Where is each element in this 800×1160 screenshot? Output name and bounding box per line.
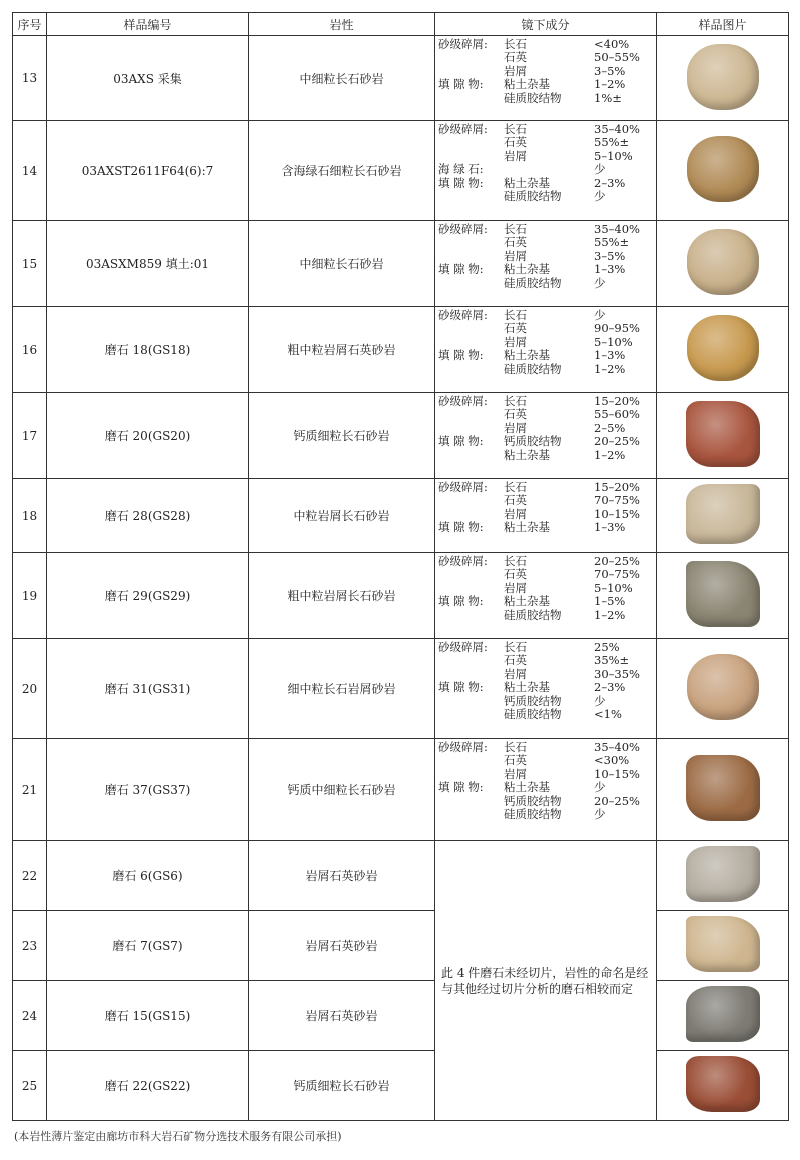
cell-lithology: 含海绿石细粒长石砂岩 bbox=[249, 121, 435, 221]
composition-percent: 1–2% bbox=[594, 607, 626, 622]
composition-mineral: 硅质胶结物 bbox=[504, 706, 562, 721]
table-row bbox=[13, 841, 789, 911]
cell-no: 17 bbox=[13, 393, 47, 479]
composition-line bbox=[438, 708, 654, 721]
composition-mineral: 钙质胶结物 bbox=[504, 434, 562, 449]
cell-composition bbox=[435, 553, 657, 639]
table-row bbox=[13, 1051, 789, 1121]
cell-photo bbox=[657, 221, 789, 307]
composition-category: 填 隙 物: bbox=[438, 520, 484, 535]
composition-mineral: 长石 bbox=[504, 640, 527, 654]
sandstone-disc-icon bbox=[687, 136, 759, 202]
composition-line bbox=[438, 363, 654, 376]
composition-category: 填 隙 物: bbox=[438, 680, 484, 695]
composition-line bbox=[438, 177, 654, 190]
cell-composition bbox=[435, 639, 657, 739]
merged-note-cell: 此 4 件磨石未经切片，岩性的命名是经与其他经过切片分析的磨石相较而定 bbox=[435, 841, 657, 1121]
composition-mineral: 粘土杂基 bbox=[504, 175, 550, 190]
cell-photo bbox=[657, 393, 789, 479]
composition-mineral: 硅质胶结物 bbox=[504, 90, 562, 105]
composition-line bbox=[438, 136, 654, 149]
cell-sample-code: 磨石 18(GS18) bbox=[47, 307, 249, 393]
composition-percent: 5–10% bbox=[594, 580, 633, 595]
composition-percent: 55%± bbox=[594, 135, 630, 150]
composition-mineral: 石英 bbox=[504, 567, 527, 582]
composition-mineral: 长石 bbox=[504, 308, 527, 322]
composition-line bbox=[438, 92, 654, 105]
cell-no: 22 bbox=[13, 841, 47, 911]
composition-line bbox=[438, 322, 654, 335]
composition-line bbox=[438, 51, 654, 64]
cell-no: 21 bbox=[13, 739, 47, 841]
composition-category: 海 绿 石: bbox=[438, 162, 484, 177]
composition-mineral: 硅质胶结物 bbox=[504, 361, 562, 376]
composition-line bbox=[438, 65, 654, 78]
composition-mineral: 长石 bbox=[504, 554, 527, 568]
footnote: (本岩性薄片鉴定由廊坊市科大岩石矿物分选技术服务有限公司承担) bbox=[14, 1130, 342, 1143]
composition-mineral: 石英 bbox=[504, 653, 527, 668]
composition-percent: 35–40% bbox=[594, 740, 640, 754]
cell-sample-code: 03AXS 采集 bbox=[47, 36, 249, 121]
composition-category: 填 隙 物: bbox=[438, 77, 484, 92]
composition-percent: 10–15% bbox=[594, 506, 640, 521]
whetstone-fragment-icon bbox=[686, 561, 760, 627]
composition-mineral: 钙质胶结物 bbox=[504, 693, 562, 708]
whetstone-fragment-icon bbox=[686, 986, 760, 1042]
composition-line bbox=[438, 754, 654, 767]
cell-composition bbox=[435, 121, 657, 221]
composition-line bbox=[438, 150, 654, 163]
composition-mineral: 硅质胶结物 bbox=[504, 275, 562, 290]
composition-category: 砂级碎屑: bbox=[438, 37, 488, 51]
composition-mineral: 粘土杂基 bbox=[504, 447, 550, 462]
composition-mineral: 岩屑 bbox=[504, 666, 527, 681]
composition-mineral: 粘土杂基 bbox=[504, 680, 550, 695]
composition-percent: 20–25% bbox=[594, 793, 640, 808]
composition-mineral: 长石 bbox=[504, 37, 527, 51]
composition-mineral: 长石 bbox=[504, 122, 527, 136]
composition-line bbox=[438, 349, 654, 362]
cell-sample-code: 磨石 29(GS29) bbox=[47, 553, 249, 639]
composition-mineral: 石英 bbox=[504, 235, 527, 250]
composition-percent: 15–20% bbox=[594, 394, 640, 408]
composition-percent: 35%± bbox=[594, 653, 630, 668]
composition-category: 砂级碎屑: bbox=[438, 122, 488, 136]
cell-photo bbox=[657, 981, 789, 1051]
composition-line bbox=[438, 494, 654, 507]
cell-lithology: 岩屑石英砂岩 bbox=[249, 911, 435, 981]
composition-mineral: 石英 bbox=[504, 493, 527, 508]
cell-no: 24 bbox=[13, 981, 47, 1051]
table-row bbox=[13, 553, 789, 639]
composition-line bbox=[438, 609, 654, 622]
composition-percent: 1–3% bbox=[594, 262, 626, 277]
composition-line bbox=[438, 123, 654, 136]
composition-category: 填 隙 物: bbox=[438, 780, 484, 795]
composition-mineral: 岩屑 bbox=[504, 766, 527, 781]
composition-line bbox=[438, 582, 654, 595]
cell-lithology: 中细粒长石砂岩 bbox=[249, 221, 435, 307]
cell-no: 19 bbox=[13, 553, 47, 639]
sandstone-disc-icon bbox=[687, 315, 759, 381]
cell-lithology: 中粒岩屑长石砂岩 bbox=[249, 479, 435, 553]
cell-lithology: 粗中粒岩屑石英砂岩 bbox=[249, 307, 435, 393]
composition-category: 砂级碎屑: bbox=[438, 308, 488, 322]
composition-percent: 70–75% bbox=[594, 493, 640, 508]
cell-sample-code: 磨石 22(GS22) bbox=[47, 1051, 249, 1121]
composition-category: 砂级碎屑: bbox=[438, 640, 488, 654]
composition-percent: 25% bbox=[594, 640, 620, 654]
composition-mineral: 岩屑 bbox=[504, 248, 527, 263]
composition-percent: 1–2% bbox=[594, 447, 626, 462]
cell-composition bbox=[435, 479, 657, 553]
composition-percent: 少 bbox=[594, 188, 606, 203]
cell-photo bbox=[657, 307, 789, 393]
composition-percent: 30–35% bbox=[594, 666, 640, 681]
composition-line bbox=[438, 695, 654, 708]
composition-mineral: 钙质胶结物 bbox=[504, 793, 562, 808]
composition-percent: 35–40% bbox=[594, 122, 640, 136]
composition-mineral: 硅质胶结物 bbox=[504, 806, 562, 821]
composition-mineral: 岩屑 bbox=[504, 580, 527, 595]
whetstone-fragment-icon bbox=[686, 846, 760, 902]
table-row bbox=[13, 36, 789, 121]
composition-mineral: 硅质胶结物 bbox=[504, 188, 562, 203]
composition-category: 砂级碎屑: bbox=[438, 554, 488, 568]
sandstone-disc-icon bbox=[687, 654, 759, 720]
composition-line bbox=[438, 568, 654, 581]
composition-line bbox=[438, 78, 654, 91]
composition-line bbox=[438, 163, 654, 176]
composition-percent: 少 bbox=[594, 693, 606, 708]
composition-percent: 3–5% bbox=[594, 248, 626, 263]
header-composition: 镜下成分 bbox=[435, 13, 657, 36]
header-no: 序号 bbox=[13, 13, 47, 36]
composition-line bbox=[438, 250, 654, 263]
composition-percent: <30% bbox=[594, 753, 630, 768]
cell-no: 18 bbox=[13, 479, 47, 553]
composition-line bbox=[438, 641, 654, 654]
whetstone-fragment-icon bbox=[686, 755, 760, 821]
cell-sample-code: 03AXST2611F64(6):7 bbox=[47, 121, 249, 221]
composition-percent: 1–3% bbox=[594, 520, 626, 535]
composition-percent: 55%± bbox=[594, 235, 630, 250]
composition-mineral: 长石 bbox=[504, 394, 527, 408]
composition-percent: 20–25% bbox=[594, 554, 640, 568]
composition-percent: 少 bbox=[594, 780, 606, 795]
composition-percent: 90–95% bbox=[594, 321, 640, 336]
cell-no: 15 bbox=[13, 221, 47, 307]
composition-category: 填 隙 物: bbox=[438, 175, 484, 190]
cell-no: 25 bbox=[13, 1051, 47, 1121]
composition-category: 砂级碎屑: bbox=[438, 394, 488, 408]
composition-percent: 2–5% bbox=[594, 420, 626, 435]
cell-photo bbox=[657, 1051, 789, 1121]
composition-line bbox=[438, 336, 654, 349]
table-row bbox=[13, 121, 789, 221]
composition-line bbox=[438, 654, 654, 667]
table-row bbox=[13, 479, 789, 553]
composition-line bbox=[438, 555, 654, 568]
composition-mineral: 岩屑 bbox=[504, 506, 527, 521]
composition-mineral: 长石 bbox=[504, 740, 527, 754]
cell-composition bbox=[435, 221, 657, 307]
composition-mineral: 岩屑 bbox=[504, 63, 527, 78]
header-photo: 样品图片 bbox=[657, 13, 789, 36]
composition-percent: 少 bbox=[594, 806, 606, 821]
composition-mineral: 长石 bbox=[504, 222, 527, 236]
composition-mineral: 岩屑 bbox=[504, 420, 527, 435]
composition-line bbox=[438, 263, 654, 276]
table-header-row bbox=[13, 13, 789, 36]
composition-mineral: 岩屑 bbox=[504, 148, 527, 163]
table-row bbox=[13, 393, 789, 479]
table-row bbox=[13, 307, 789, 393]
composition-line bbox=[438, 781, 654, 794]
cell-sample-code: 03ASXM859 填土:01 bbox=[47, 221, 249, 307]
composition-mineral: 石英 bbox=[504, 407, 527, 422]
composition-line bbox=[438, 309, 654, 322]
cell-composition bbox=[435, 36, 657, 121]
cell-no: 23 bbox=[13, 911, 47, 981]
whetstone-fragment-icon bbox=[686, 1056, 760, 1112]
composition-category: 填 隙 物: bbox=[438, 594, 484, 609]
composition-mineral: 岩屑 bbox=[504, 334, 527, 349]
composition-line bbox=[438, 668, 654, 681]
composition-percent: <40% bbox=[594, 37, 630, 51]
composition-percent: 35–40% bbox=[594, 222, 640, 236]
cell-sample-code: 磨石 28(GS28) bbox=[47, 479, 249, 553]
composition-percent: 1–2% bbox=[594, 77, 626, 92]
composition-percent: 1–5% bbox=[594, 594, 626, 609]
whetstone-fragment-icon bbox=[686, 916, 760, 972]
sandstone-disc-icon bbox=[687, 229, 759, 295]
cell-photo bbox=[657, 911, 789, 981]
composition-percent: 15–20% bbox=[594, 480, 640, 494]
header-sample-code: 样品编号 bbox=[47, 13, 249, 36]
composition-percent: <1% bbox=[594, 706, 622, 721]
composition-category: 填 隙 物: bbox=[438, 262, 484, 277]
composition-mineral: 石英 bbox=[504, 753, 527, 768]
cell-no: 16 bbox=[13, 307, 47, 393]
cell-lithology: 岩屑石英砂岩 bbox=[249, 841, 435, 911]
composition-mineral: 石英 bbox=[504, 135, 527, 150]
composition-percent: 少 bbox=[594, 162, 606, 177]
composition-percent: 2–3% bbox=[594, 175, 626, 190]
cell-photo bbox=[657, 639, 789, 739]
cell-sample-code: 磨石 15(GS15) bbox=[47, 981, 249, 1051]
cell-lithology: 钙质中细粒长石砂岩 bbox=[249, 739, 435, 841]
composition-percent: 2–3% bbox=[594, 680, 626, 695]
table-row bbox=[13, 639, 789, 739]
table-row bbox=[13, 739, 789, 841]
cell-lithology: 粗中粒岩屑长石砂岩 bbox=[249, 553, 435, 639]
composition-line bbox=[438, 741, 654, 754]
composition-line bbox=[438, 277, 654, 290]
composition-line bbox=[438, 190, 654, 203]
cell-sample-code: 磨石 31(GS31) bbox=[47, 639, 249, 739]
composition-percent: 55–60% bbox=[594, 407, 640, 422]
composition-line bbox=[438, 223, 654, 236]
cell-lithology: 钙质细粒长石砂岩 bbox=[249, 393, 435, 479]
cell-photo bbox=[657, 841, 789, 911]
composition-category: 砂级碎屑: bbox=[438, 222, 488, 236]
composition-percent: 少 bbox=[594, 308, 606, 322]
cell-photo bbox=[657, 739, 789, 841]
composition-percent: 3–5% bbox=[594, 63, 626, 78]
composition-percent: 50–55% bbox=[594, 50, 640, 65]
cell-sample-code: 磨石 20(GS20) bbox=[47, 393, 249, 479]
composition-line bbox=[438, 236, 654, 249]
cell-lithology: 钙质细粒长石砂岩 bbox=[249, 1051, 435, 1121]
cell-photo bbox=[657, 479, 789, 553]
composition-category: 砂级碎屑: bbox=[438, 740, 488, 754]
composition-mineral: 石英 bbox=[504, 321, 527, 336]
sandstone-disc-icon bbox=[687, 44, 759, 110]
composition-mineral: 粘土杂基 bbox=[504, 348, 550, 363]
cell-lithology: 中细粒长石砂岩 bbox=[249, 36, 435, 121]
composition-line bbox=[438, 422, 654, 435]
composition-category: 填 隙 物: bbox=[438, 348, 484, 363]
composition-percent: 1–2% bbox=[594, 361, 626, 376]
cell-sample-code: 磨石 6(GS6) bbox=[47, 841, 249, 911]
composition-line bbox=[438, 435, 654, 448]
whetstone-fragment-icon bbox=[686, 401, 760, 467]
composition-percent: 1–3% bbox=[594, 348, 626, 363]
composition-line bbox=[438, 768, 654, 781]
cell-composition bbox=[435, 393, 657, 479]
cell-sample-code: 磨石 37(GS37) bbox=[47, 739, 249, 841]
composition-percent: 10–15% bbox=[594, 766, 640, 781]
composition-percent: 1%± bbox=[594, 90, 622, 105]
composition-percent: 20–25% bbox=[594, 434, 640, 449]
composition-line bbox=[438, 808, 654, 821]
composition-line bbox=[438, 521, 654, 534]
cell-composition bbox=[435, 739, 657, 841]
composition-line bbox=[438, 449, 654, 462]
cell-sample-code: 磨石 7(GS7) bbox=[47, 911, 249, 981]
cell-photo bbox=[657, 553, 789, 639]
composition-line bbox=[438, 508, 654, 521]
rock-sample-table-sheet bbox=[12, 12, 788, 1121]
composition-line bbox=[438, 38, 654, 51]
header-lithology: 岩性 bbox=[249, 13, 435, 36]
composition-mineral: 长石 bbox=[504, 480, 527, 494]
composition-line bbox=[438, 795, 654, 808]
cell-no: 13 bbox=[13, 36, 47, 121]
composition-percent: 70–75% bbox=[594, 567, 640, 582]
composition-percent: 5–10% bbox=[594, 148, 633, 163]
composition-line bbox=[438, 595, 654, 608]
composition-line bbox=[438, 681, 654, 694]
composition-mineral: 粘土杂基 bbox=[504, 262, 550, 277]
cell-lithology: 岩屑石英砂岩 bbox=[249, 981, 435, 1051]
table-row bbox=[13, 911, 789, 981]
composition-line bbox=[438, 481, 654, 494]
table-row bbox=[13, 221, 789, 307]
cell-lithology: 细中粒长石岩屑砂岩 bbox=[249, 639, 435, 739]
composition-mineral: 硅质胶结物 bbox=[504, 607, 562, 622]
composition-percent: 5–10% bbox=[594, 334, 633, 349]
composition-mineral: 粘土杂基 bbox=[504, 77, 550, 92]
composition-mineral: 粘土杂基 bbox=[504, 780, 550, 795]
rock-sample-table bbox=[12, 12, 789, 1121]
composition-mineral: 粘土杂基 bbox=[504, 520, 550, 535]
cell-composition bbox=[435, 307, 657, 393]
composition-category: 填 隙 物: bbox=[438, 434, 484, 449]
cell-photo bbox=[657, 36, 789, 121]
composition-line bbox=[438, 395, 654, 408]
cell-photo bbox=[657, 121, 789, 221]
composition-category: 砂级碎屑: bbox=[438, 480, 488, 494]
composition-line bbox=[438, 408, 654, 421]
table-row bbox=[13, 981, 789, 1051]
cell-no: 20 bbox=[13, 639, 47, 739]
composition-mineral: 石英 bbox=[504, 50, 527, 65]
composition-mineral: 粘土杂基 bbox=[504, 594, 550, 609]
whetstone-fragment-icon bbox=[686, 484, 760, 544]
composition-percent: 少 bbox=[594, 275, 606, 290]
cell-no: 14 bbox=[13, 121, 47, 221]
